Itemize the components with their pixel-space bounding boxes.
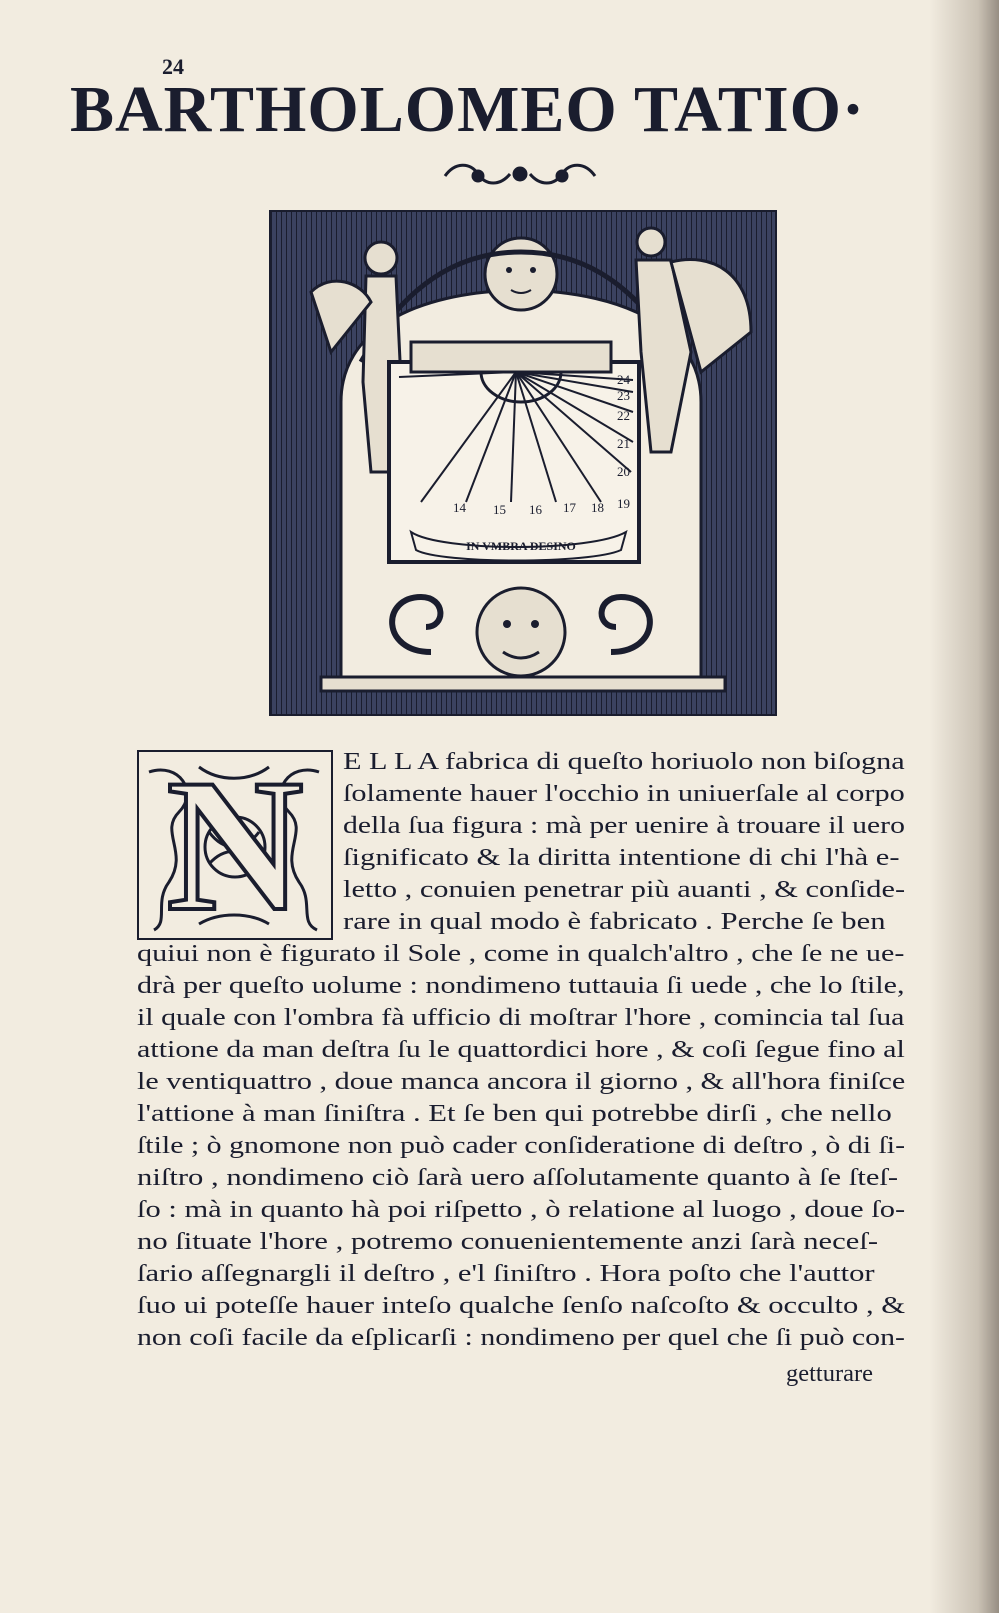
text-line: drà per queſto uolume : nondimeno tuttauia ſi uede , che lo ſtile, xyxy=(137,972,905,999)
decorated-initial xyxy=(137,741,333,951)
dial-hour-label: 22 xyxy=(617,408,630,423)
text-line: il quale con l'ombra fà ufficio di moſtrar l'hore , comincia tal ſua xyxy=(137,1004,905,1031)
sundial-motto: IN VMBRA DESINO xyxy=(466,539,576,553)
text-line: niſtro , nondimeno ciò ſarà uero aſſolutamente quanto à ſe ſteſ- xyxy=(137,1164,899,1191)
text-line: ſuo ui poteſſe hauer inteſo qualche ſenſo naſcoſto & occulto , & xyxy=(137,1292,906,1319)
text-line: non coſi facile da eſplicarſi : nondimeno per quel che ſi può con- xyxy=(137,1324,905,1351)
dial-hour-label: 18 xyxy=(591,500,604,515)
text-line: quiui non è figurato il Sole , come in qualch'altro , che ſe ne ue- xyxy=(137,940,905,967)
text-line: no ſituate l'hore , potremo conuenientemente anzi ſarà neceſ- xyxy=(137,1228,879,1255)
page-edge-shadow xyxy=(929,0,999,1613)
text-line: rare in qual modo è fabricato . Perche ſe ben xyxy=(343,908,886,935)
running-title: BARTHOLOMEO TATIO· xyxy=(70,73,865,146)
dial-hour-label: 23 xyxy=(617,388,630,403)
ornament-rule xyxy=(440,158,600,192)
page-number: 24 xyxy=(162,54,184,79)
catchword: getturare xyxy=(786,1360,874,1387)
text-line: ſolamente hauer l'occhio in uniuerſale al corpo xyxy=(343,780,905,807)
text-line: E L L A fabrica di queſto horiuolo non biſogna xyxy=(343,748,905,775)
text-line: ſignificato & la diritta intentione di chi l'hà e- xyxy=(343,844,900,871)
sundial-illustration xyxy=(271,212,775,714)
text-line: della ſua figura : mà per uenire à trouare il uero xyxy=(343,812,905,839)
sundial-woodcut xyxy=(269,210,777,716)
text-line: ſario aſſegnargli il deſtro , e'l ſiniſtro . Hora poſto che l'auttor xyxy=(137,1260,875,1287)
dial-hour-label: 20 xyxy=(617,464,630,479)
text-line: ſtile ; ò gnomone non può cader conſideratione di deſtro , ò di ſi- xyxy=(137,1132,906,1159)
text-line: letto , conuien penetrar più auanti , & conſide- xyxy=(343,876,906,903)
text-line: l'attione à man ſiniſtra . Et ſe ben qui potrebbe dirſi , che nello xyxy=(137,1100,892,1127)
dial-hour-label: 14 xyxy=(453,500,466,515)
text-line: le ventiquattro , doue manca ancora il giorno , & all'hora finiſce xyxy=(137,1068,906,1095)
dial-hour-label: 15 xyxy=(493,502,506,517)
dial-hour-label: 24 xyxy=(617,372,630,387)
text-line: ſo : mà in quanto hà poi riſpetto , ò relatione al luogo , doue ſo- xyxy=(137,1196,906,1223)
dial-hour-label: 16 xyxy=(529,502,542,517)
dial-hour-label: 19 xyxy=(617,496,630,511)
text-line: attione da man deſtra ſu le quattordici hore , & coſi ſegue fino al xyxy=(137,1036,905,1063)
dial-hour-label: 21 xyxy=(617,436,630,451)
dial-hour-label: 17 xyxy=(563,500,576,515)
initial-letter: N xyxy=(166,741,304,951)
